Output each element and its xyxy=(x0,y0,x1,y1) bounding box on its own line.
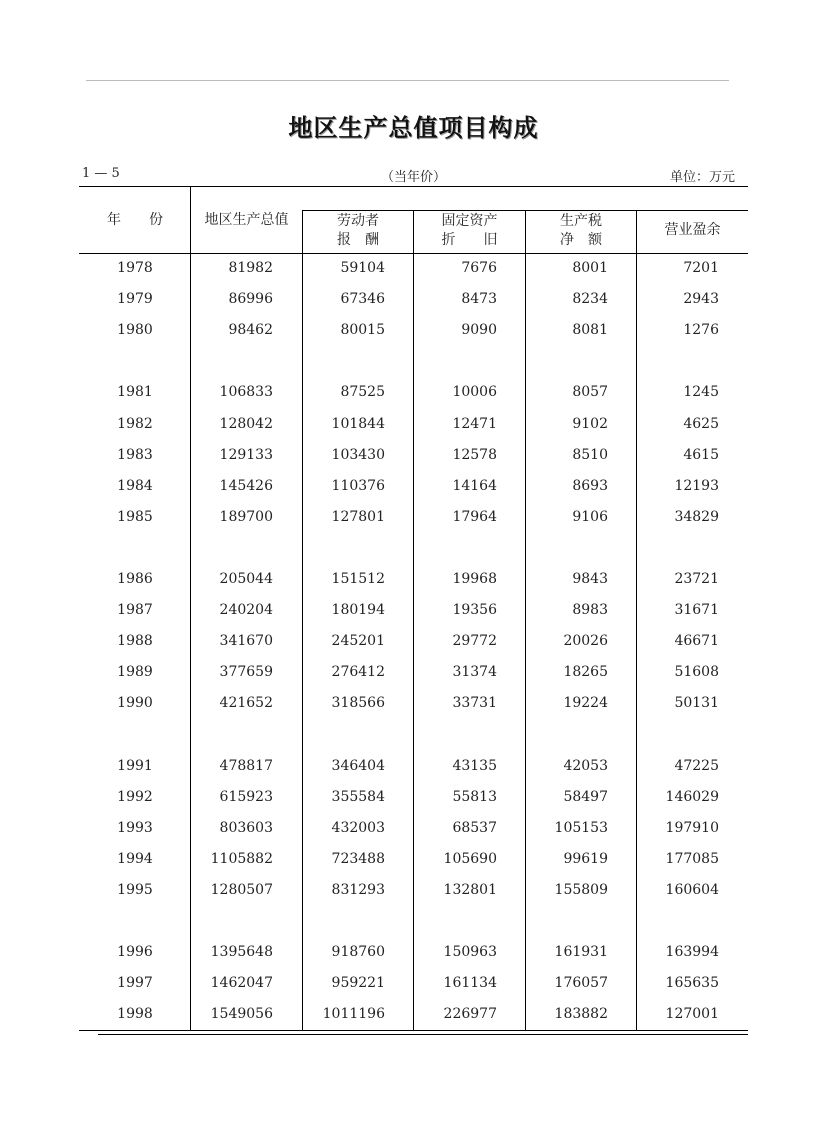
cell-depreciation: 12578 xyxy=(452,446,497,463)
cell-tax: 8983 xyxy=(572,602,608,619)
cell-labor: 101844 xyxy=(331,415,385,432)
cell-year: 1990 xyxy=(117,695,153,712)
cell-tax: 8081 xyxy=(572,322,608,339)
cell-year: 1993 xyxy=(117,819,153,836)
cell-year: 1996 xyxy=(117,944,153,961)
cell-tax: 8693 xyxy=(572,477,608,494)
cell-labor: 110376 xyxy=(331,477,385,494)
cell-gdp: 81982 xyxy=(228,260,273,276)
cell-gdp: 205044 xyxy=(219,571,273,587)
cell-gdp: 1395648 xyxy=(210,944,273,961)
cell-depreciation: 43135 xyxy=(452,757,497,774)
cell-gdp: 421652 xyxy=(219,695,273,712)
cell-year: 1988 xyxy=(117,633,153,650)
cell-depreciation: 12471 xyxy=(452,415,497,432)
cell-year: 1994 xyxy=(117,850,153,867)
cell-surplus: 47225 xyxy=(674,757,719,774)
cell-tax: 8001 xyxy=(572,260,608,276)
page-title: 地区生产总值项目构成 xyxy=(288,114,539,142)
cell-year: 1982 xyxy=(117,415,153,432)
cell-year: 1978 xyxy=(117,260,153,276)
cell-labor: 59104 xyxy=(340,260,385,276)
header-labor-1: 劳动者 xyxy=(337,213,379,229)
cell-labor: 87525 xyxy=(340,384,385,401)
cell-depreciation: 55813 xyxy=(452,788,497,805)
cell-depreciation: 19968 xyxy=(452,571,497,587)
cell-surplus: 12193 xyxy=(674,477,719,494)
cell-tax: 8057 xyxy=(572,384,608,401)
cell-labor: 80015 xyxy=(340,322,385,339)
cell-surplus: 4625 xyxy=(683,415,719,432)
cell-tax: 105153 xyxy=(554,819,608,836)
cell-surplus: 7201 xyxy=(683,260,719,276)
cell-gdp: 1105882 xyxy=(210,850,273,867)
cell-tax: 183882 xyxy=(554,1006,608,1023)
unit-label: 单位：万元 xyxy=(669,170,735,185)
cell-depreciation: 31374 xyxy=(452,664,497,681)
cell-labor: 831293 xyxy=(331,882,385,898)
cell-depreciation: 9090 xyxy=(461,322,497,339)
cell-depreciation: 161134 xyxy=(443,975,497,992)
table-top-rule xyxy=(79,186,748,187)
top-rule xyxy=(86,80,729,81)
cell-depreciation: 7676 xyxy=(461,260,497,276)
table-bottom-rule xyxy=(79,1030,748,1031)
header-tax-2: 净 额 xyxy=(560,232,602,248)
cell-depreciation: 68537 xyxy=(452,819,497,836)
cell-gdp: 86996 xyxy=(228,291,273,308)
header-year: 年 份 xyxy=(107,212,163,228)
cell-gdp: 128042 xyxy=(219,415,273,432)
cell-labor: 1011196 xyxy=(322,1006,385,1023)
cell-depreciation: 19356 xyxy=(452,602,497,619)
cell-gdp: 145426 xyxy=(219,477,273,494)
cell-gdp: 106833 xyxy=(219,384,273,401)
cell-labor: 432003 xyxy=(331,819,385,836)
cell-labor: 180194 xyxy=(331,602,385,619)
header-labor-2: 报 酬 xyxy=(337,232,379,248)
cell-depreciation: 105690 xyxy=(443,850,497,867)
cell-surplus: 34829 xyxy=(674,508,719,525)
cell-tax: 42053 xyxy=(563,757,608,774)
price-note: （当年价） xyxy=(380,170,446,185)
cell-labor: 103430 xyxy=(331,446,385,463)
cell-surplus: 31671 xyxy=(674,602,719,619)
cell-labor: 959221 xyxy=(331,975,385,992)
cell-gdp: 341670 xyxy=(219,633,273,650)
cell-surplus: 163994 xyxy=(665,944,719,961)
cell-labor: 67346 xyxy=(340,291,385,308)
cell-gdp: 1280507 xyxy=(210,882,273,898)
cell-year: 1979 xyxy=(117,291,153,308)
cell-surplus: 1276 xyxy=(683,322,719,339)
cell-tax: 9106 xyxy=(572,508,608,525)
cell-depreciation: 14164 xyxy=(452,477,497,494)
cell-year: 1981 xyxy=(117,384,153,401)
cell-surplus: 23721 xyxy=(674,571,719,587)
cell-depreciation: 226977 xyxy=(443,1006,497,1023)
cell-tax: 9102 xyxy=(572,415,608,432)
cell-year: 1997 xyxy=(117,975,153,992)
cell-depreciation: 17964 xyxy=(452,508,497,525)
cell-surplus: 197910 xyxy=(665,819,719,836)
cell-gdp: 240204 xyxy=(219,602,273,619)
cell-tax: 58497 xyxy=(563,788,608,805)
header-depr-1: 固定资产 xyxy=(441,213,498,229)
cell-tax: 176057 xyxy=(554,975,608,992)
cell-tax: 20026 xyxy=(563,633,608,650)
table-number: 1 — 5 xyxy=(82,166,120,181)
cell-gdp: 615923 xyxy=(219,788,273,805)
footer-rule xyxy=(98,1034,748,1035)
cell-tax: 155809 xyxy=(554,882,608,898)
cell-gdp: 1462047 xyxy=(210,975,273,992)
cell-labor: 918760 xyxy=(331,944,385,961)
cell-year: 1980 xyxy=(117,322,153,339)
header-depr-2: 折 旧 xyxy=(441,232,498,248)
cell-surplus: 51608 xyxy=(674,664,719,681)
cell-year: 1985 xyxy=(117,508,153,525)
cell-surplus: 146029 xyxy=(665,788,719,805)
cell-year: 1991 xyxy=(117,757,153,774)
cell-surplus: 4615 xyxy=(683,446,719,463)
cell-depreciation: 29772 xyxy=(452,633,497,650)
cell-labor: 276412 xyxy=(331,664,385,681)
cell-surplus: 127001 xyxy=(665,1006,719,1023)
cell-year: 1984 xyxy=(117,477,153,494)
cell-year: 1986 xyxy=(117,571,153,587)
cell-labor: 355584 xyxy=(331,788,385,805)
header-surplus: 营业盈余 xyxy=(664,222,721,238)
cell-gdp: 803603 xyxy=(219,819,273,836)
cell-tax: 18265 xyxy=(563,664,608,681)
cell-gdp: 478817 xyxy=(219,757,273,774)
cell-tax: 19224 xyxy=(563,695,608,712)
cell-tax: 9843 xyxy=(572,571,608,587)
cell-surplus: 165635 xyxy=(665,975,719,992)
cell-depreciation: 10006 xyxy=(452,384,497,401)
cell-year: 1983 xyxy=(117,446,153,463)
cell-year: 1992 xyxy=(117,788,153,805)
cell-surplus: 2943 xyxy=(683,291,719,308)
cell-gdp: 377659 xyxy=(219,664,273,681)
cell-surplus: 50131 xyxy=(674,695,719,712)
cell-gdp: 129133 xyxy=(219,446,273,463)
cell-tax: 99619 xyxy=(563,850,608,867)
cell-surplus: 1245 xyxy=(683,384,719,401)
cell-labor: 151512 xyxy=(331,571,385,587)
header-gdp: 地区生产总值 xyxy=(204,212,289,228)
cell-labor: 346404 xyxy=(331,757,385,774)
cell-labor: 318566 xyxy=(331,695,385,712)
cell-gdp: 1549056 xyxy=(210,1006,273,1023)
cell-tax: 8510 xyxy=(572,446,608,463)
cell-depreciation: 150963 xyxy=(443,944,497,961)
cell-depreciation: 8473 xyxy=(461,291,497,308)
cell-year: 1995 xyxy=(117,882,153,898)
cell-year: 1989 xyxy=(117,664,153,681)
cell-tax: 8234 xyxy=(572,291,608,308)
cell-depreciation: 33731 xyxy=(452,695,497,712)
cell-tax: 161931 xyxy=(554,944,608,961)
cell-labor: 245201 xyxy=(331,633,385,650)
cell-surplus: 46671 xyxy=(674,633,719,650)
cell-labor: 127801 xyxy=(331,508,385,525)
cell-year: 1987 xyxy=(117,602,153,619)
cell-gdp: 189700 xyxy=(219,508,273,525)
header-tax-1: 生产税 xyxy=(560,213,602,229)
cell-surplus: 177085 xyxy=(665,850,719,867)
cell-gdp: 98462 xyxy=(228,322,273,339)
cell-labor: 723488 xyxy=(331,850,385,867)
cell-year: 1998 xyxy=(117,1006,153,1023)
cell-depreciation: 132801 xyxy=(443,882,497,898)
cell-surplus: 160604 xyxy=(665,882,719,898)
